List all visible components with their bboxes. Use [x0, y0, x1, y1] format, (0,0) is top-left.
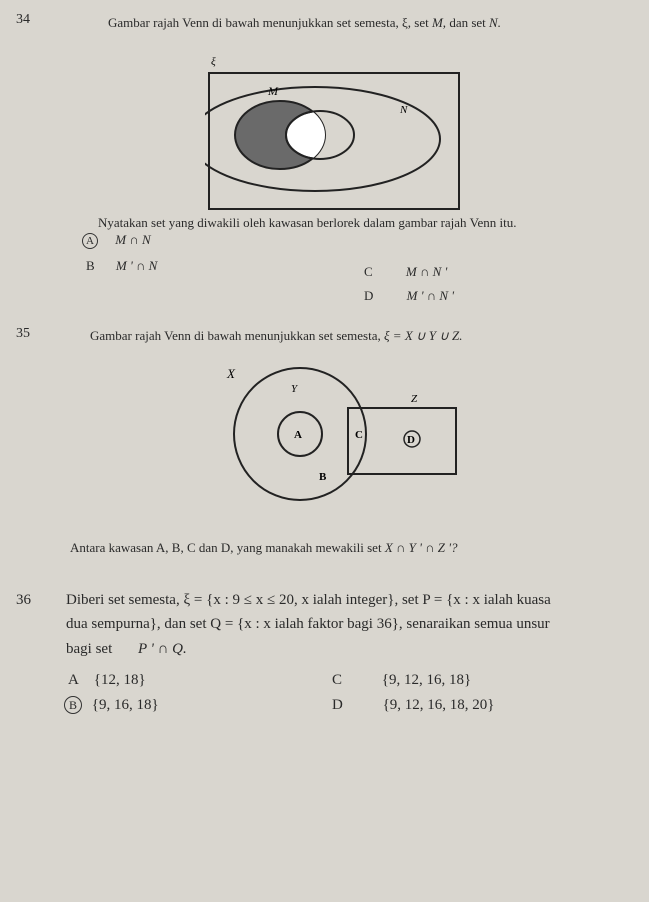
q34-stem-m: M,: [431, 15, 447, 30]
q36-option-c-text: {9, 12, 16, 18}: [381, 672, 472, 688]
q35-question-math: X ∩ Y ' ∩ Z '?: [384, 540, 458, 555]
q35-label-z: Z: [411, 393, 418, 405]
q34-option-a-letter: A: [82, 233, 98, 249]
q34-option-c-text: M ∩ N ': [405, 264, 448, 279]
q35-question: [70, 540, 458, 556]
q36-line2: dua sempurna}, dan set Q = {x : x ialah faktor bagi 36}, senaraikan semua unsur: [66, 616, 550, 632]
q36-option-a[interactable]: [68, 672, 146, 689]
q35-stem-text: Gambar rajah Venn di bawah menunjukkan set semesta,: [90, 328, 381, 343]
q35-number: 35: [16, 326, 30, 341]
q34-stem-text: Gambar rajah Venn di bawah menunjukkan set semesta, ξ, set: [108, 15, 429, 30]
q36-line3-text: bagi set: [66, 641, 113, 657]
q34-venn-diagram: [205, 55, 465, 215]
q34-option-b[interactable]: [86, 258, 157, 274]
q34-option-c[interactable]: [364, 264, 447, 280]
q35-region-c: C: [355, 429, 363, 441]
q35-label-y: Y: [291, 383, 298, 395]
q35-stem-math: ξ = X ∪ Y ∪ Z.: [383, 328, 463, 343]
q36-option-d-letter: D: [332, 697, 343, 713]
q36-option-a-letter: A: [68, 672, 79, 688]
q34-option-a[interactable]: [82, 232, 151, 249]
q36-line1-text: Diberi set semesta,: [66, 592, 180, 608]
q36-option-b-letter: B: [64, 696, 82, 714]
q36-option-b-text: {9, 16, 18}: [91, 697, 159, 713]
q36-line1-math: ξ = {x : 9 ≤ x ≤ 20, x ialah integer}, set P = {x : x ialah kuasa: [183, 592, 551, 608]
q35-region-d: D: [407, 434, 415, 446]
q36-line3-math: P ' ∩ Q.: [138, 641, 187, 657]
q35-region-a: A: [294, 429, 302, 441]
q34-option-d-letter: D: [364, 288, 374, 303]
q34-prompt: Nyatakan set yang diwakili oleh kawasan berlorek dalam gambar rajah Venn itu.: [98, 215, 517, 230]
q34-label-n: N: [400, 104, 408, 116]
q35-stem: [90, 328, 463, 344]
q34-label-xi: ξ: [211, 56, 216, 68]
q36-option-b[interactable]: [64, 696, 159, 714]
q36-option-d-text: {9, 12, 16, 18, 20}: [382, 697, 495, 713]
q36-line1: [66, 592, 551, 609]
q36-option-c[interactable]: [332, 672, 471, 689]
q34-option-b-letter: B: [86, 258, 95, 273]
q34-option-d[interactable]: [364, 288, 454, 304]
q35-label-x: X: [227, 366, 235, 381]
q34-label-m: M: [268, 84, 278, 98]
q36-option-c-letter: C: [332, 672, 343, 688]
q34-option-d-text: M ' ∩ N ': [406, 288, 455, 303]
q34-number: 34: [16, 12, 30, 27]
q34-stem-n: N.: [489, 15, 501, 30]
q34-stem-text2: dan set: [449, 15, 486, 30]
q36-number: 36: [16, 592, 31, 608]
q36-option-a-text: {12, 18}: [93, 672, 146, 688]
q36-option-d[interactable]: [332, 697, 495, 714]
q35-question-text: Antara kawasan A, B, C dan D, yang manakah mewakili set: [70, 540, 382, 555]
q34-stem: [108, 15, 501, 31]
q34-option-b-text: M ' ∩ N: [115, 258, 158, 273]
q36-line3: [66, 641, 187, 658]
q35-region-b: B: [319, 471, 327, 483]
q34-option-a-text: M ∩ N: [115, 232, 151, 247]
q34-option-c-letter: C: [364, 264, 373, 279]
q35-venn-diagram: [225, 362, 475, 512]
